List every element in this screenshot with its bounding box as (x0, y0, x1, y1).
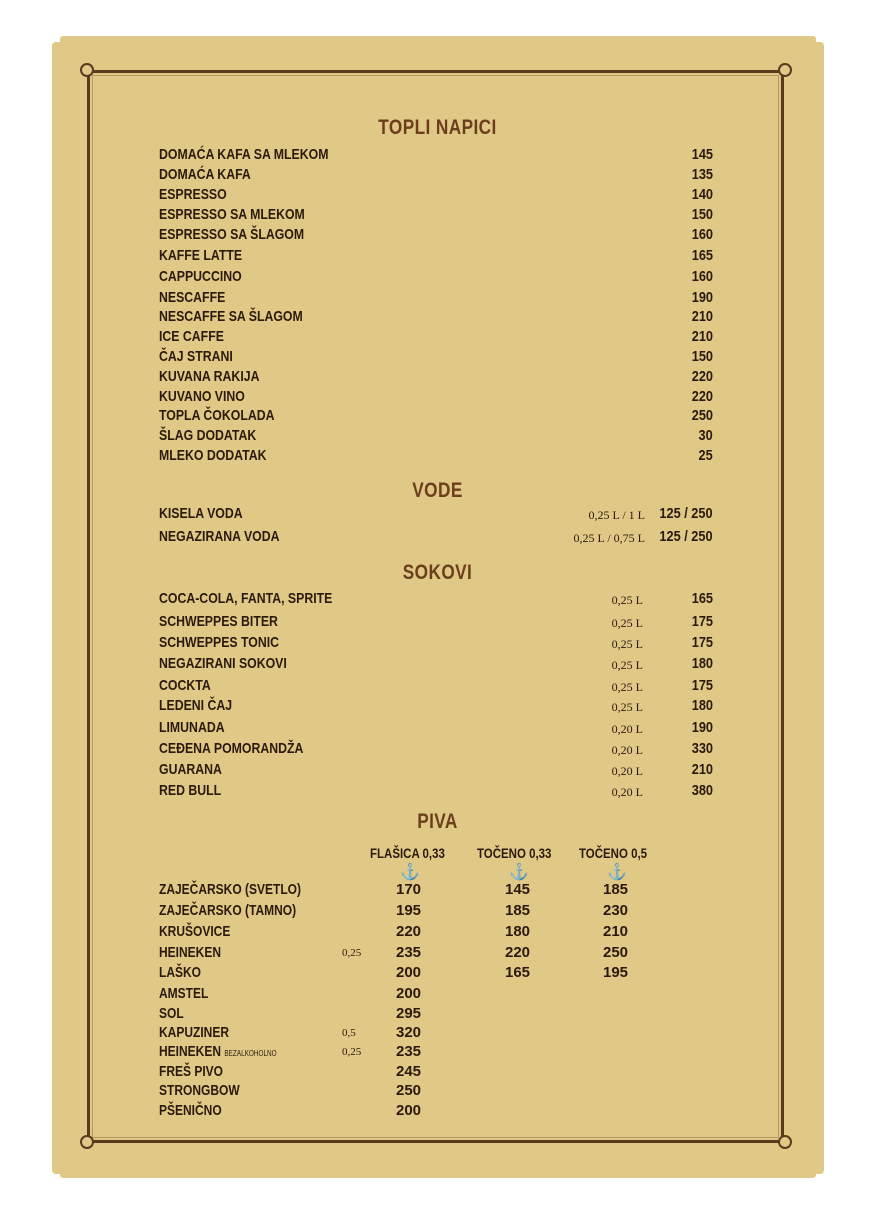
menu-item-row (159, 447, 719, 467)
beer-price-c2: 185 (505, 902, 531, 919)
menu-item-row (159, 740, 719, 760)
beer-row (159, 1005, 679, 1025)
item-price: 140 (691, 186, 713, 203)
item-name: NESCAFFE SA ŠLAGOM (159, 308, 303, 325)
frame-knot-icon (778, 1135, 792, 1149)
item-size: 0,25 L (611, 637, 643, 651)
menu-item-row (159, 782, 719, 802)
beer-name (159, 1005, 184, 1022)
beer-row (159, 964, 679, 984)
menu-item-row (159, 634, 719, 654)
section-title-sokovi: SOKOVI (402, 561, 473, 584)
beer-row (159, 985, 679, 1005)
beer-name-text: KAPUZINER (159, 1024, 230, 1041)
beer-name-text: ZAJEČARSKO (TAMNO) (159, 902, 297, 919)
item-price: 190 (691, 289, 713, 306)
beer-row (159, 1082, 679, 1102)
menu-item-row (159, 719, 719, 739)
beer-name-text: LAŠKO (159, 964, 201, 981)
menu-item-row (159, 407, 719, 427)
item-price: 165 (691, 590, 713, 607)
item-name: CEĐENA POMORANDŽA (159, 740, 304, 757)
item-name: KUVANO VINO (159, 388, 245, 405)
beer-subtitle: BEZALKOHOLNO (224, 1049, 277, 1058)
menu-item-row (159, 388, 719, 408)
item-name: KISELA VODA (159, 505, 243, 522)
beer-name (159, 1082, 240, 1099)
item-name: LEDENI ČAJ (159, 697, 233, 714)
item-name: ČAJ STRANI (159, 348, 233, 365)
menu-item-row (159, 677, 719, 697)
item-name: LIMUNADA (159, 719, 225, 736)
item-name: ŠLAG DODATAK (159, 427, 257, 444)
item-price: 250 (691, 407, 713, 424)
menu-item-row (159, 590, 719, 610)
item-price: 175 (691, 613, 713, 630)
beer-name (159, 1043, 277, 1060)
item-size: 0,20 L (611, 722, 643, 736)
anchor-icon: ⚓ (607, 864, 627, 881)
item-name: RED BULL (159, 782, 222, 799)
beer-name-text: SOL (159, 1005, 184, 1022)
item-size: 0,25 L / 0,75 L (573, 531, 645, 545)
beer-name-text: PŠENIČNO (159, 1102, 222, 1119)
item-size: 0,25 L (611, 593, 643, 607)
item-price: 160 (691, 268, 713, 285)
item-price: 160 (691, 226, 713, 243)
beer-price-c1: 250 (396, 1082, 422, 1099)
item-name: DOMAĆA KAFA SA MLEKOM (159, 146, 329, 163)
beer-name-text: KRUŠOVICE (159, 923, 231, 940)
item-size: 0,25 L (611, 680, 643, 694)
beer-price-c2: 145 (505, 881, 531, 898)
item-price: 30 (698, 427, 713, 444)
beer-price-c3: 250 (603, 944, 629, 961)
beer-price-c2: 220 (505, 944, 531, 961)
menu-item-row (159, 186, 719, 206)
parchment-edge (60, 1168, 816, 1178)
column-header-flasica: FLAŠICA 0,33 (370, 845, 445, 861)
menu-item-row (159, 761, 719, 781)
item-price: 190 (691, 719, 713, 736)
item-size: 0,25 L / 1 L (588, 508, 645, 522)
item-price: 220 (691, 388, 713, 405)
item-name: MLEKO DODATAK (159, 447, 267, 464)
item-price: 210 (691, 761, 713, 778)
beer-row (159, 881, 679, 901)
beer-price-c1: 245 (396, 1063, 422, 1080)
item-name: COCKTA (159, 677, 211, 694)
section-title-topli-napici: TOPLI NAPICI (378, 116, 497, 139)
item-name: NEGAZIRANA VODA (159, 528, 280, 545)
item-name: KAFFE LATTE (159, 247, 243, 264)
item-name: ICE CAFFE (159, 328, 224, 345)
beer-price-c1: 320 (396, 1024, 422, 1041)
beer-price-c1: 220 (396, 923, 422, 940)
beer-row (159, 1024, 679, 1044)
beer-price-c1: 195 (396, 902, 422, 919)
beer-price-c3: 210 (603, 923, 629, 940)
item-size: 0,25 L (611, 658, 643, 672)
beer-price-c1: 170 (396, 881, 422, 898)
menu-item-row (159, 247, 719, 267)
item-price: 220 (691, 368, 713, 385)
beer-name (159, 985, 208, 1002)
menu-item-row (159, 226, 719, 246)
menu-item-row (159, 206, 719, 226)
item-name: ESPRESSO SA ŠLAGOM (159, 226, 305, 243)
item-price: 330 (691, 740, 713, 757)
beer-price-c3: 185 (603, 881, 629, 898)
menu-item-row (159, 348, 719, 368)
beer-price-c2: 165 (505, 964, 531, 981)
menu-item-row (159, 613, 719, 633)
beer-size: 0,25 (342, 1046, 362, 1058)
item-price: 210 (691, 308, 713, 325)
anchor-icon: ⚓ (509, 864, 529, 881)
menu-item-row (159, 268, 719, 288)
item-price: 175 (691, 634, 713, 651)
column-header-toceno-033: TOČENO 0,33 (477, 845, 552, 861)
column-header-toceno-05: TOČENO 0,5 (579, 845, 648, 861)
item-name: COCA-COLA, FANTA, SPRITE (159, 590, 333, 607)
beer-name-text: HEINEKEN (159, 1043, 222, 1060)
item-size: 0,25 L (611, 700, 643, 714)
menu-item-row (159, 308, 719, 328)
item-name: GUARANA (159, 761, 222, 778)
item-price: 175 (691, 677, 713, 694)
item-price: 210 (691, 328, 713, 345)
item-price: 125 / 250 (659, 505, 713, 522)
beer-row (159, 1063, 679, 1083)
beer-name-text: AMSTEL (159, 985, 209, 1002)
menu-item-row (159, 146, 719, 166)
beer-name (159, 881, 301, 898)
frame-knot-icon (778, 63, 792, 77)
beer-name-text: FREŠ PIVO (159, 1063, 224, 1080)
beer-price-c3: 230 (603, 902, 629, 919)
item-name: KUVANA RAKIJA (159, 368, 260, 385)
beer-row (159, 902, 679, 922)
item-size: 0,20 L (611, 785, 643, 799)
item-price: 180 (691, 697, 713, 714)
beer-price-c1: 200 (396, 1102, 422, 1119)
beer-size: 0,25 (342, 947, 362, 959)
item-price: 165 (691, 247, 713, 264)
menu-item-row (159, 289, 719, 309)
item-name: ESPRESSO SA MLEKOM (159, 206, 305, 223)
menu-item-row (159, 328, 719, 348)
menu-item-row (159, 427, 719, 447)
item-size: 0,20 L (611, 764, 643, 778)
beer-price-c1: 200 (396, 985, 422, 1002)
beer-name-text: STRONGBOW (159, 1082, 240, 1099)
anchor-icon: ⚓ (400, 864, 420, 881)
beer-name-text: ZAJEČARSKO (SVETLO) (159, 881, 302, 898)
beer-price-c3: 195 (603, 964, 629, 981)
item-price: 145 (691, 146, 713, 163)
beer-name (159, 902, 296, 919)
beer-name (159, 923, 230, 940)
menu-item-row (159, 697, 719, 717)
section-title-vode: VODE (412, 479, 463, 502)
item-price: 150 (691, 348, 713, 365)
item-name: SCHWEPPES BITER (159, 613, 278, 630)
beer-row (159, 1043, 679, 1063)
item-name: NESCAFFE (159, 289, 226, 306)
item-name: CAPPUCCINO (159, 268, 242, 285)
beer-size: 0,5 (342, 1027, 356, 1039)
menu-item-row (159, 528, 719, 548)
menu-item-row (159, 505, 719, 525)
beer-name (159, 1102, 222, 1119)
beer-row (159, 944, 679, 964)
beer-price-c1: 200 (396, 964, 422, 981)
item-name: TOPLA ČOKOLADA (159, 407, 275, 424)
menu-item-row (159, 368, 719, 388)
frame-knot-icon (80, 63, 94, 77)
beer-price-c1: 295 (396, 1005, 422, 1022)
menu-item-row (159, 166, 719, 186)
beer-row (159, 923, 679, 943)
beer-name (159, 1063, 223, 1080)
item-price: 125 / 250 (659, 528, 713, 545)
menu-item-row (159, 655, 719, 675)
section-title-piva: PIVA (417, 810, 458, 833)
beer-name-text: HEINEKEN (159, 944, 222, 961)
beer-price-c1: 235 (396, 1043, 422, 1060)
beer-name (159, 1024, 229, 1041)
item-price: 380 (691, 782, 713, 799)
item-name: DOMAĆA KAFA (159, 166, 251, 183)
item-price: 135 (691, 166, 713, 183)
item-size: 0,20 L (611, 743, 643, 757)
beer-name (159, 964, 201, 981)
beer-name (159, 944, 221, 961)
item-size: 0,25 L (611, 616, 643, 630)
item-name: NEGAZIRANI SOKOVI (159, 655, 287, 672)
frame-knot-icon (80, 1135, 94, 1149)
item-price: 150 (691, 206, 713, 223)
beer-row (159, 1102, 679, 1122)
item-name: SCHWEPPES TONIC (159, 634, 280, 651)
beer-price-c2: 180 (505, 923, 531, 940)
item-price: 25 (698, 447, 713, 464)
beer-price-c1: 235 (396, 944, 422, 961)
item-price: 180 (691, 655, 713, 672)
item-name: ESPRESSO (159, 186, 227, 203)
